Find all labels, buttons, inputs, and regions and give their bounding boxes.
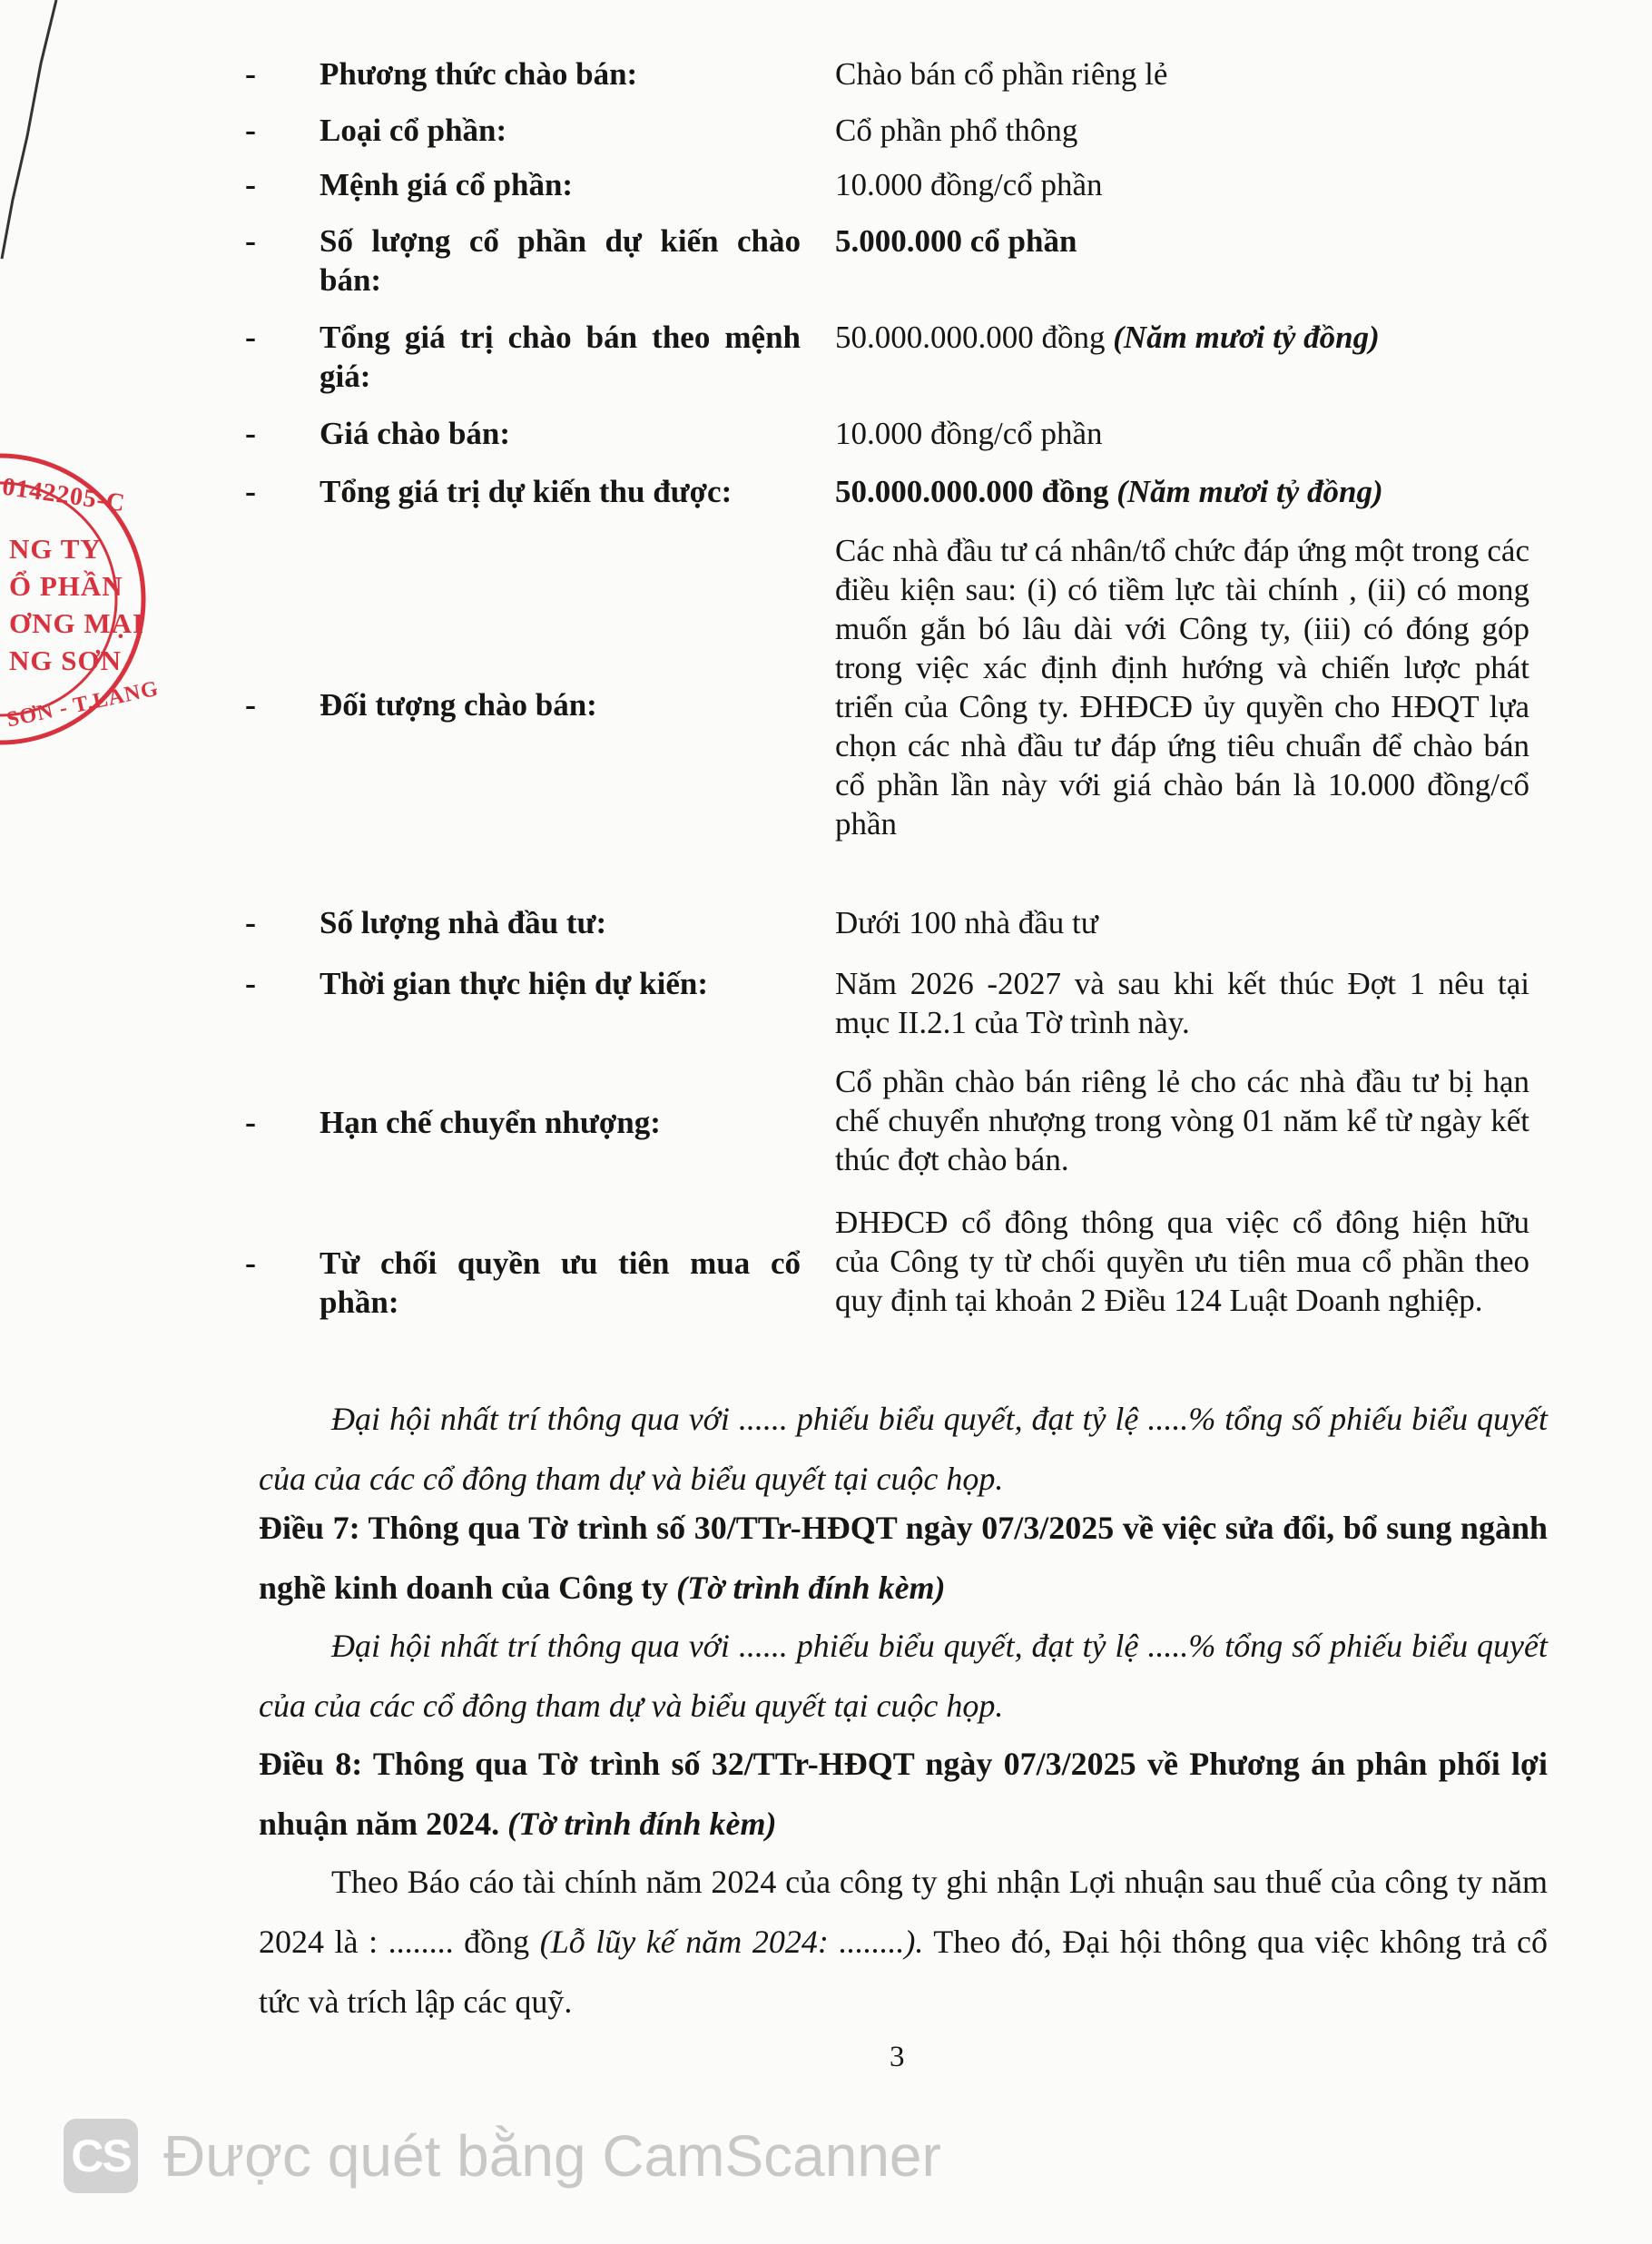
- stamp-line: ƠNG MẠI: [9, 607, 145, 639]
- offer-value: Năm 2026 -2027 và sau khi kết thúc Đợt 1 nêu tại mục II.2.1 của Tờ trình này.: [835, 966, 1529, 1040]
- offer-value: 10.000 đồng/cổ phần: [835, 167, 1103, 202]
- offer-label: Tổng giá trị chào bán theo mệnh giá:: [320, 320, 801, 394]
- list-dash: -: [245, 965, 256, 1001]
- stamp-line: Ổ PHẦN: [9, 570, 123, 602]
- offer-label: Phương thức chào bán:: [320, 56, 638, 92]
- offer-label: Tổng giá trị dự kiến thu được:: [320, 474, 733, 509]
- list-dash: -: [245, 112, 256, 148]
- offer-value: ĐHĐCĐ cổ đông thông qua việc cổ đông hiện hữu của Công ty từ chối quyền ưu tiên mua cổ phần theo quy định tại khoản 2 Điều 124 Luật Doanh nghiệp.: [835, 1205, 1529, 1318]
- offer-value: 5.000.000 cổ phần: [835, 223, 1077, 259]
- company-stamp: [0, 449, 162, 749]
- offer-value: Dưới 100 nhà đầu tư: [835, 905, 1098, 940]
- offer-value-note: (Năm mươi tỷ đồng): [1116, 474, 1383, 509]
- article-8-body-text: Theo Báo cáo tài chính năm 2024 của công ty ghi nhận Lợi nhuận sau thuế của công ty năm 2024 là : ........ đồng: [259, 1864, 1548, 1960]
- offer-value: Chào bán cổ phần riêng lẻ: [835, 56, 1168, 92]
- offer-label: Số lượng cổ phần dự kiến chào bán:: [320, 223, 801, 298]
- watermark-text: Được quét bằng CamScanner: [163, 2123, 941, 2189]
- stamp-line: SƠN - T.LANG: [5, 676, 162, 733]
- vote-result-paragraph: [259, 1616, 1548, 1736]
- stamp-line: 0142205-C: [0, 472, 128, 518]
- offer-value-amount: 50.000.000.000 đồng: [835, 320, 1106, 355]
- offer-label: Số lượng nhà đầu tư:: [320, 905, 607, 940]
- scanner-watermark: [64, 2115, 941, 2197]
- camscanner-logo-icon: CS: [64, 2119, 138, 2193]
- vote-result-text: Đại hội nhất trí thông qua với ...... phiếu biểu quyết, đạt tỷ lệ .....% tổng số phiếu biểu quyết của của các cổ đông tham dự và biểu quyết tại cuộc họp.: [259, 1628, 1548, 1724]
- offer-label: Hạn chế chuyển nhượng:: [320, 1105, 661, 1140]
- list-dash: -: [245, 904, 256, 940]
- article-8-heading: [259, 1734, 1548, 1854]
- offer-label: Thời gian thực hiện dự kiến:: [320, 966, 709, 1001]
- offer-value-note: (Năm mươi tỷ đồng): [1113, 320, 1380, 355]
- list-dash: -: [245, 319, 256, 355]
- scan-edge-line: [0, 0, 73, 263]
- offer-value: 10.000 đồng/cổ phần: [835, 416, 1103, 451]
- offer-label: Từ chối quyền ưu tiên mua cổ phần:: [320, 1245, 801, 1320]
- offer-value: [835, 472, 1529, 511]
- list-dash: -: [245, 55, 256, 92]
- offer-label: Loại cổ phần:: [320, 113, 507, 148]
- vote-result-text: Đại hội nhất trí thông qua với ...... phiếu biểu quyết, đạt tỷ lệ .....% tổng số phiếu biểu quyết của của các cổ đông tham dự và biểu quyết tại cuộc họp.: [259, 1401, 1548, 1497]
- article-7-text: Điều 7: Thông qua Tờ trình số 30/TTr-HĐQT ngày 07/3/2025 về việc sửa đổi, bổ sung ngành nghề kinh doanh của Công ty: [259, 1510, 1548, 1606]
- list-dash: -: [245, 166, 256, 202]
- offer-value: [835, 318, 1529, 357]
- article-7-heading: [259, 1498, 1548, 1618]
- article-7-note: (Tờ trình đính kèm): [676, 1570, 946, 1606]
- offer-label: Mệnh giá cổ phần:: [320, 167, 574, 202]
- article-8-text: Điều 8: Thông qua Tờ trình số 32/TTr-HĐQT ngày 07/3/2025 về Phương án phân phối lợi nhuận năm 2024.: [259, 1746, 1548, 1842]
- offer-value: Cổ phần phổ thông: [835, 113, 1078, 148]
- article-8-body-note: (Lỗ lũy kế năm 2024: ........).: [539, 1924, 924, 1960]
- offer-label: Đối tượng chào bán:: [320, 687, 597, 723]
- offer-label: Giá chào bán:: [320, 416, 511, 451]
- list-dash: -: [245, 1104, 256, 1140]
- list-dash: -: [245, 686, 256, 723]
- stamp-line: NG TY: [9, 533, 102, 565]
- offer-value-amount: 50.000.000.000 đồng: [835, 474, 1109, 509]
- list-dash: -: [245, 473, 256, 509]
- article-8-body: [259, 1852, 1548, 2032]
- vote-result-paragraph: [259, 1389, 1548, 1509]
- offer-value: Các nhà đầu tư cá nhân/tổ chức đáp ứng một trong các điều kiện sau: (i) có tiềm lực tài chính , (ii) có mong muốn gắn bó lâu dài với Công ty, (iii) có đóng góp trong việc xác định định hướng và chiến lược phát triển của Công ty. ĐHĐCĐ ủy quyền cho HĐQT lựa chọn các nhà đầu tư đáp ứng tiêu chuẩn để chào bán cổ phần lần này với giá chào bán là 10.000 đồng/cổ phần: [835, 533, 1529, 842]
- page-number: 3: [890, 2041, 905, 2073]
- offer-value: Cổ phần chào bán riêng lẻ cho các nhà đầu tư bị hạn chế chuyển nhượng trong vòng 01 năm kể từ ngày kết thúc đợt chào bán.: [835, 1064, 1529, 1177]
- article-8-body-text: Theo đó, Đại hội thông qua việc không trả cổ tức và trích lập các quỹ.: [259, 1924, 1549, 2020]
- article-8-note: (Tờ trình đính kèm): [507, 1806, 777, 1842]
- stamp-line: NG SƠN: [9, 645, 122, 676]
- list-dash: -: [245, 222, 256, 259]
- list-dash: -: [245, 415, 256, 451]
- list-dash: -: [245, 1245, 256, 1281]
